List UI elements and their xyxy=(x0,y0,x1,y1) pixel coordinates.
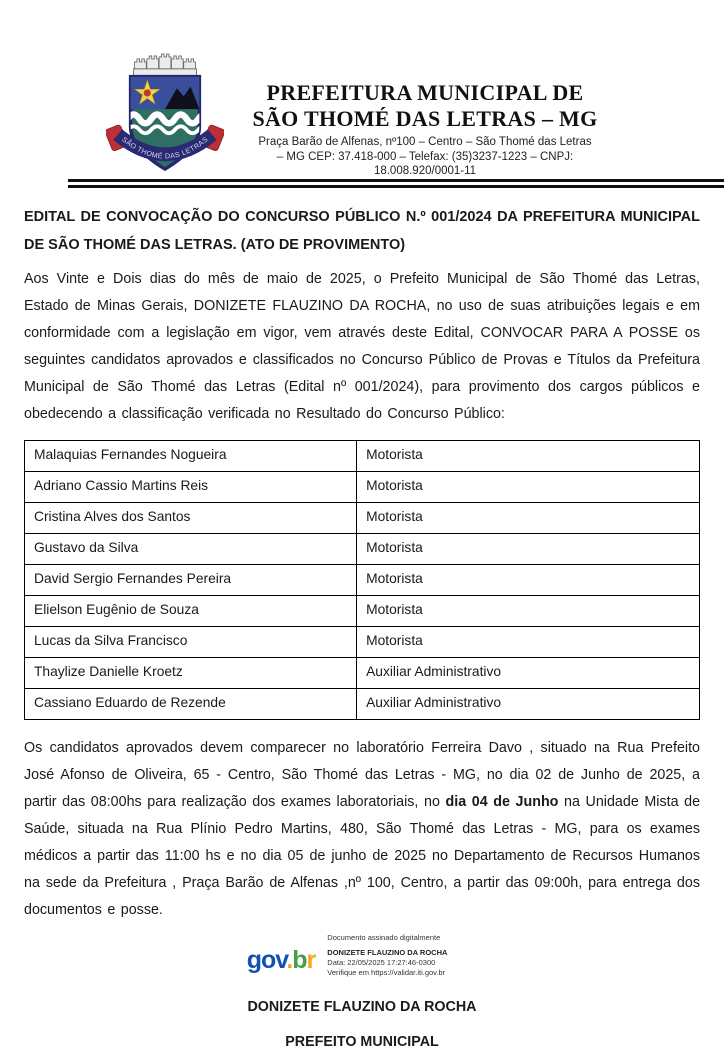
govbr-logo-dot: . xyxy=(286,946,293,974)
org-address-line2: – MG CEP: 37.418-000 – Telefax: (35)3237-1223 – CNPJ: xyxy=(276,150,574,163)
letterhead xyxy=(0,44,724,178)
candidate-position: Motorista xyxy=(357,627,700,658)
candidate-position: Motorista xyxy=(357,472,700,503)
municipal-coat-of-arms xyxy=(106,44,224,189)
candidate-position: Motorista xyxy=(357,596,700,627)
coat-of-arms-icon xyxy=(106,44,224,184)
candidate-position: Auxiliar Administrativo xyxy=(357,689,700,720)
document-body xyxy=(0,203,724,1050)
candidate-name: Gustavo da Silva xyxy=(25,534,357,565)
candidate-name: Lucas da Silva Francisco xyxy=(25,627,357,658)
org-name-line2: SÃO THOMÉ DAS LETRAS – MG xyxy=(252,106,598,131)
signature-block xyxy=(24,999,700,1050)
govbr-logo-icon xyxy=(247,936,316,975)
paragraph-instructions-part1: Os candidatos aprovados devem comparecer no laboratório Ferreira Davo , situado na Rua Prefeito José Afonso de Oliveira, 65 - Centro, São Thomé das Letras - MG, no dia 02 de Junho de 2025, a partir das 08:00hs para realização dos exames laboratoriais, no xyxy=(24,740,700,810)
table-row xyxy=(25,441,700,472)
candidate-position: Auxiliar Administrativo xyxy=(357,658,700,689)
govbr-logo-gov: gov xyxy=(246,946,287,974)
candidate-name: Malaquias Fernandes Nogueira xyxy=(25,441,357,472)
mayor-title: PREFEITO MUNICIPAL xyxy=(285,1034,439,1050)
govbr-logo-r: r xyxy=(306,946,316,974)
candidate-position: Motorista xyxy=(357,441,700,472)
candidate-position: Motorista xyxy=(357,534,700,565)
candidate-name: Elielson Eugênio de Souza xyxy=(25,596,357,627)
crest-ribbon-text: SÃO THOMÉ DAS LETRAS xyxy=(120,135,210,161)
table-row xyxy=(25,534,700,565)
paragraph-instructions xyxy=(24,735,700,924)
org-name-line1: PREFEITURA MUNICIPAL DE xyxy=(266,80,584,105)
table-row xyxy=(25,658,700,689)
paragraph-convocation: Aos Vinte e Dois dias do mês de maio de 2025, o Prefeito Municipal de São Thomé das Letras, Estado de Minas Gerais, DONIZETE FLAUZINO DA ROCHA, no uso de suas atribuições legais e em conformidade com a legislação em vigor, vem através deste Edital, CONVOCAR PARA A POSSE os seguintes candidatos aprovados e classificados no Concurso Público de Provas e Títulos da Prefeitura Municipal de São Thomé das Letras (Edital nº 001/2024), para provimento dos cargos públicos e obedecendo a classificação verificada no Resultado do Concurso Público: xyxy=(24,271,700,422)
stamp-line-digitally-signed: Documento assinado digitalmente xyxy=(327,933,441,942)
candidate-name: Cristina Alves dos Santos xyxy=(25,503,357,534)
candidate-name: Thaylize Danielle Kroetz xyxy=(25,658,357,689)
mayor-name: DONIZETE FLAUZINO DA ROCHA xyxy=(247,999,477,1015)
table-row xyxy=(25,565,700,596)
digital-signature-stamp xyxy=(24,933,700,978)
candidate-name: David Sergio Fernandes Pereira xyxy=(25,565,357,596)
org-address-line1: Praça Barão de Alfenas, nº100 – Centro – São Thomé das Letras xyxy=(258,136,592,148)
table-row xyxy=(25,689,700,720)
signature-stamp-text xyxy=(327,933,477,978)
edital-title: EDITAL DE CONVOCAÇÃO DO CONCURSO PÚBLICO N.º 001/2024 DA PREFEITURA MUNICIPAL DE SÃO THOMÉ DAS LETRAS. (ATO DE PROVIMENTO) xyxy=(24,209,700,253)
table-row xyxy=(25,596,700,627)
paragraph-instructions-bold-date: dia 04 de Junho xyxy=(445,794,559,810)
org-address-line3: 18.008.920/0001-11 xyxy=(373,165,477,177)
letterhead-text xyxy=(224,44,626,179)
candidate-position: Motorista xyxy=(357,503,700,534)
stamp-signer-name: DONIZETE FLAUZINO DA ROCHA xyxy=(327,948,448,957)
mural-crown-icon xyxy=(134,54,197,77)
table-row xyxy=(25,472,700,503)
table-row xyxy=(25,627,700,658)
candidate-name: Cassiano Eduardo de Rezende xyxy=(25,689,357,720)
candidates-table xyxy=(24,440,700,720)
stamp-date: Data: 22/05/2025 17:27:46-0300 xyxy=(327,958,436,967)
govbr-logo-b: b xyxy=(292,946,307,974)
stamp-verify-url: Verifique em https://validar.iti.gov.br xyxy=(327,968,446,977)
paragraph-instructions-part2: na Unidade Mista de Saúde, situada na Rua Plínio Pedro Martins, 480, São Thomé das Letras - MG, para os exames médicos a partir das 11:00 hs e no dia 05 de junho de 2025 no Departamento de Recursos Humanos na sede da Prefeitura , Praça Barão de Alfenas ,nº 100, Centro, a partir das 09:00h, para entrega dos documentos e posse. xyxy=(24,794,701,918)
table-row xyxy=(25,503,700,534)
candidate-name: Adriano Cassio Martins Reis xyxy=(25,472,357,503)
candidate-position: Motorista xyxy=(357,565,700,596)
